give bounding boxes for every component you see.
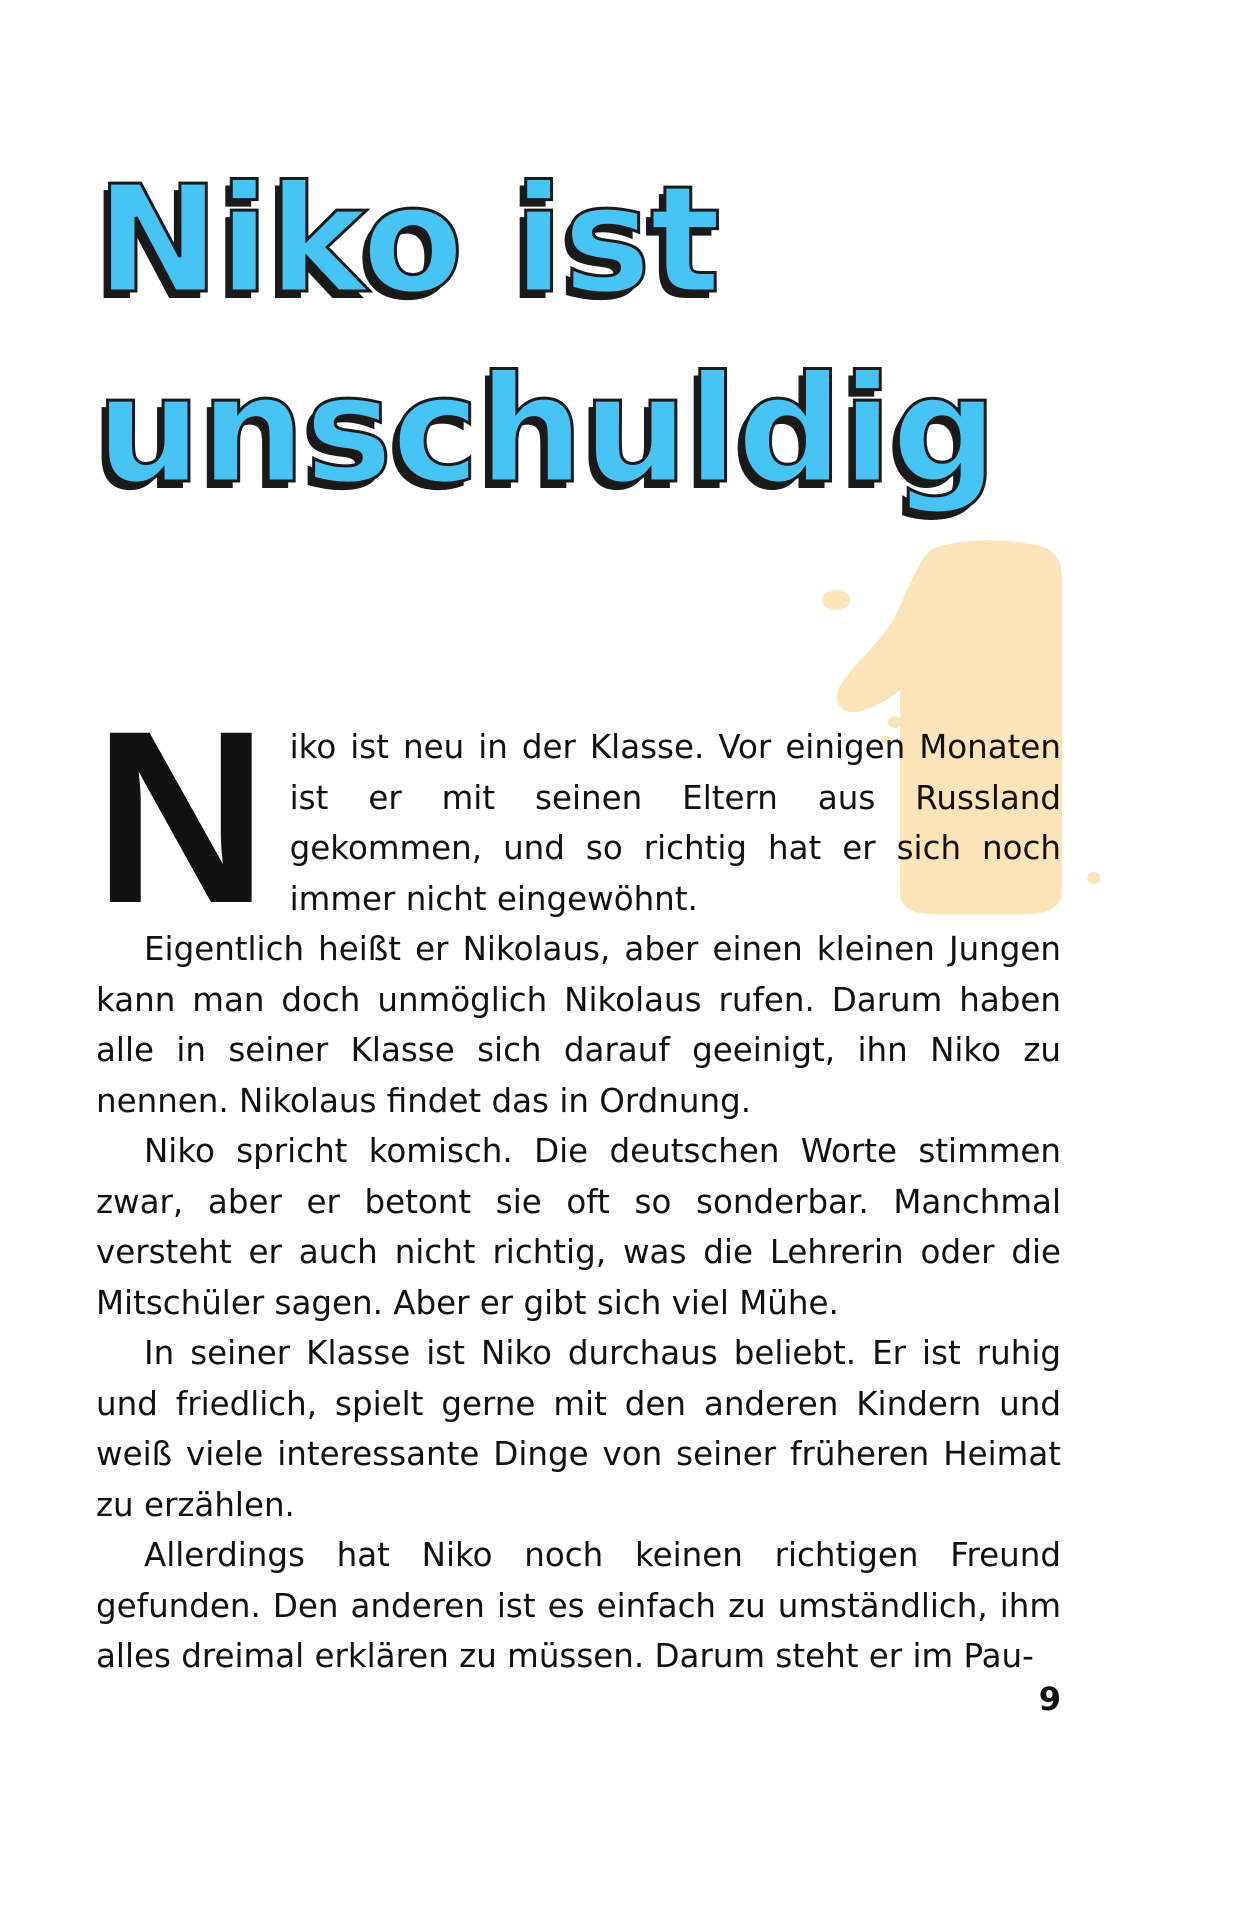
- paragraph-1: iko ist neu in der Klasse. Vor einigen Monaten ist er mit seinen Eltern aus Russland gekommen, und so richtig hat er sich noch immer nicht eingewöhnt.: [289, 728, 1061, 918]
- paragraph-2: Eigentlich heißt er Nikolaus, aber einen kleinen Jungen kann man doch unmöglich Nikolaus rufen. Darum haben alle in seiner Klasse sich darauf geeinigt, ihn Niko zu nennen. Nikolaus findet das in Ordnung.: [96, 930, 1061, 1120]
- paragraph-4: In seiner Klasse ist Niko durchaus beliebt. Er ist ruhig und friedlich, spielt gerne mit den anderen Kindern und weiß viele interessante Dinge von seiner früheren Heimat zu erzählen.: [96, 1334, 1061, 1524]
- chapter-text: [93, 680, 1061, 1682]
- paragraph-5: Allerdings hat Niko noch keinen richtigen Freund gefunden. Den anderen ist es einfach zu umständlich, ihm alles dreimal erklären zu müssen. Darum steht er im Pau-: [96, 1536, 1061, 1675]
- chapter-title-line-2: unschuldig: [96, 344, 997, 516]
- page-number: 9: [1038, 1680, 1061, 1718]
- paragraph-3: Niko spricht komisch. Die deutschen Worte stimmen zwar, aber er betont sie oft so sonderbar. Manchmal versteht er auch nicht richtig, was die Lehrerin oder die Mitschüler sagen. Aber er gibt sich viel Mühe.: [96, 1132, 1061, 1322]
- chapter-title: [96, 145, 997, 525]
- chapter-title-line-1: Niko ist: [96, 154, 720, 326]
- drop-cap: N: [93, 680, 268, 955]
